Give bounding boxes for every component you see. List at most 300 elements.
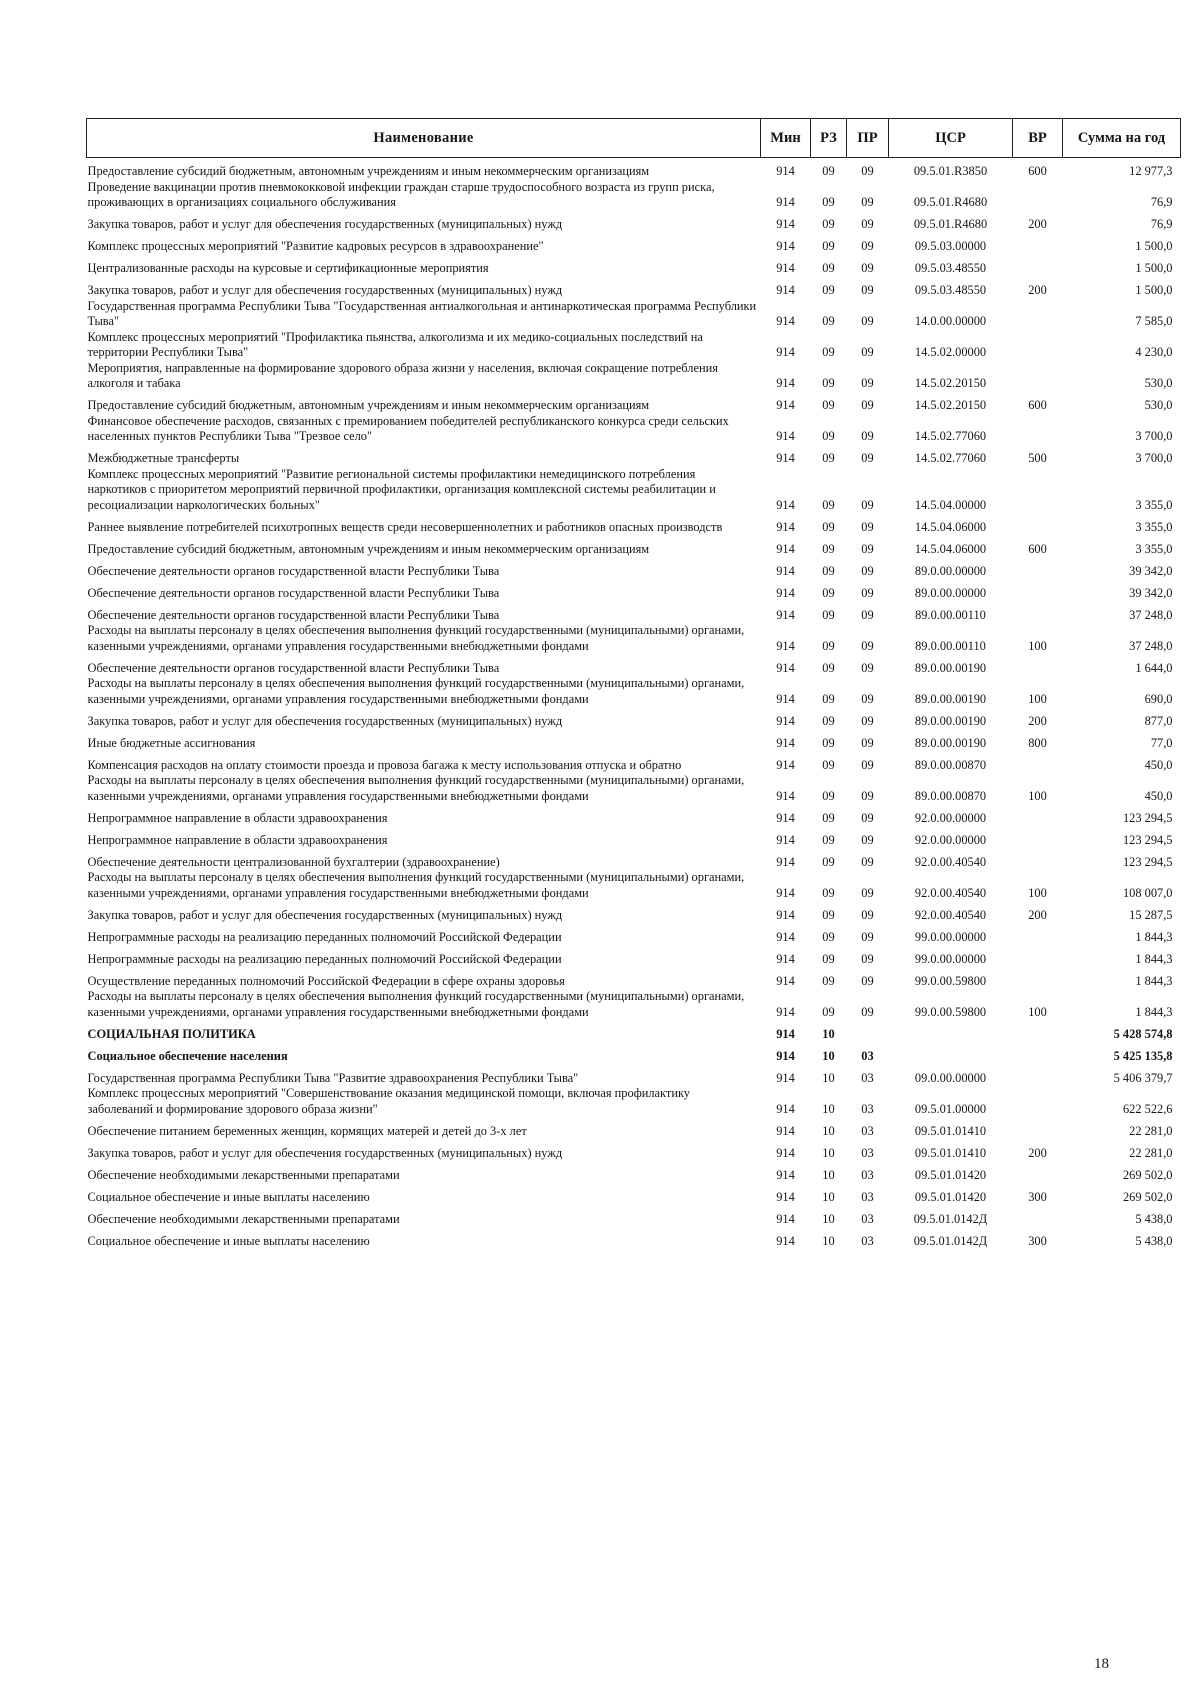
row-sum: 1 500,0 bbox=[1135, 283, 1173, 297]
row-sum: 3 355,0 bbox=[1135, 541, 1173, 556]
row-csr: 89.0.00.00870 bbox=[914, 757, 987, 772]
row-min: 914 bbox=[776, 451, 795, 465]
row-pr: 09 bbox=[861, 1004, 874, 1019]
row-csr: 14.5.04.06000 bbox=[914, 541, 987, 556]
row-vr bbox=[1013, 255, 1063, 277]
row-sum: 530,0 bbox=[1144, 376, 1173, 390]
table-row bbox=[87, 1139, 1181, 1161]
header-name: Наименование bbox=[87, 119, 761, 158]
row-csr: 89.0.00.00190 bbox=[914, 660, 987, 675]
row-vr: 100 bbox=[1028, 638, 1047, 653]
table-row bbox=[87, 870, 1181, 901]
row-vr bbox=[1013, 923, 1063, 945]
row-min: 914 bbox=[776, 239, 795, 253]
row-rz: 09 bbox=[822, 929, 835, 944]
row-name: Предоставление субсидий бюджетным, автономным учреждениям и иным некоммерческим организациям bbox=[87, 164, 650, 178]
row-vr: 500 bbox=[1028, 451, 1047, 465]
row-csr: 14.5.02.20150 bbox=[914, 376, 987, 390]
row-csr: 09.5.01.01420 bbox=[914, 1167, 987, 1182]
row-min: 914 bbox=[776, 735, 795, 750]
table-row bbox=[87, 773, 1181, 804]
row-min: 914 bbox=[776, 1211, 795, 1226]
row-name: Социальное обеспечение населения bbox=[87, 1048, 288, 1063]
row-min: 914 bbox=[776, 832, 795, 847]
row-vr bbox=[1013, 848, 1063, 870]
row-min: 914 bbox=[776, 195, 795, 209]
row-vr bbox=[1013, 804, 1063, 826]
row-csr: 89.0.00.00190 bbox=[914, 735, 987, 750]
row-name: Мероприятия, направленные на формирование здорового образа жизни у населения, включая сокращение потребления алкоголя и табака bbox=[87, 360, 718, 390]
row-pr: 09 bbox=[861, 973, 874, 988]
row-min: 914 bbox=[776, 429, 795, 443]
row-rz: 10 bbox=[822, 1233, 835, 1248]
row-min: 914 bbox=[776, 497, 795, 512]
row-min: 914 bbox=[776, 660, 795, 675]
table-row bbox=[87, 1227, 1181, 1249]
row-csr: 09.5.01.01410 bbox=[914, 1123, 987, 1138]
row-rz: 10 bbox=[822, 1145, 835, 1160]
row-pr: 09 bbox=[861, 519, 874, 534]
table-row bbox=[87, 923, 1181, 945]
row-vr bbox=[1013, 467, 1063, 514]
row-csr: 09.0.00.00000 bbox=[914, 1070, 987, 1085]
row-min: 914 bbox=[776, 164, 795, 178]
row-pr: 09 bbox=[861, 907, 874, 922]
row-pr: 09 bbox=[861, 398, 874, 412]
row-min: 914 bbox=[776, 283, 795, 297]
row-vr bbox=[1013, 299, 1063, 330]
row-name: Расходы на выплаты персоналу в целях обеспечения выполнения функций государственными (муниципальными) органами, казенными учреждениями, органами управления государственными внебюджетными фондами bbox=[87, 870, 745, 900]
row-vr bbox=[1013, 751, 1063, 773]
row-rz: 09 bbox=[822, 907, 835, 922]
row-sum: 269 502,0 bbox=[1122, 1167, 1173, 1182]
header-sum: Сумма на год bbox=[1063, 119, 1181, 158]
row-min: 914 bbox=[776, 1167, 795, 1182]
row-min: 914 bbox=[776, 810, 795, 825]
row-sum: 15 287,5 bbox=[1129, 907, 1173, 922]
row-rz: 09 bbox=[822, 563, 835, 578]
row-min: 914 bbox=[776, 585, 795, 600]
row-pr: 03 bbox=[861, 1145, 874, 1160]
row-sum: 5 438,0 bbox=[1135, 1211, 1173, 1226]
table-row bbox=[87, 945, 1181, 967]
row-pr: 03 bbox=[861, 1123, 874, 1138]
row-min: 914 bbox=[776, 217, 795, 231]
row-sum: 123 294,5 bbox=[1122, 854, 1173, 869]
row-name: СОЦИАЛЬНАЯ ПОЛИТИКА bbox=[87, 1026, 256, 1041]
row-sum: 5 428 574,8 bbox=[1113, 1026, 1173, 1041]
row-sum: 3 700,0 bbox=[1135, 429, 1173, 443]
row-vr bbox=[1013, 579, 1063, 601]
row-csr: 09.5.01.R3850 bbox=[913, 164, 988, 178]
row-name: Государственная программа Республики Тыва "Развитие здравоохранения Республики Тыва" bbox=[87, 1070, 579, 1085]
row-pr: 09 bbox=[861, 929, 874, 944]
row-vr bbox=[1013, 557, 1063, 579]
row-csr: 09.5.01.01420 bbox=[914, 1189, 987, 1204]
row-pr: 09 bbox=[861, 429, 874, 443]
row-min: 914 bbox=[776, 1101, 795, 1116]
row-min: 914 bbox=[776, 885, 795, 900]
row-pr: 09 bbox=[861, 345, 874, 359]
row-csr: 89.0.00.00000 bbox=[914, 563, 987, 578]
table-row bbox=[87, 989, 1181, 1020]
row-sum: 1 500,0 bbox=[1135, 261, 1173, 275]
row-vr bbox=[1013, 513, 1063, 535]
row-vr: 200 bbox=[1028, 1145, 1047, 1160]
table-row bbox=[87, 729, 1181, 751]
table-row bbox=[87, 233, 1181, 255]
row-sum: 1 644,0 bbox=[1135, 660, 1173, 675]
row-name: Непрограммные расходы на реализацию переданных полномочий Российской Федерации bbox=[87, 929, 562, 944]
row-pr: 03 bbox=[861, 1070, 874, 1085]
row-sum: 3 700,0 bbox=[1135, 451, 1173, 465]
row-rz: 09 bbox=[822, 314, 835, 328]
row-min: 914 bbox=[776, 1004, 795, 1019]
row-vr bbox=[1013, 1042, 1063, 1064]
row-min: 914 bbox=[776, 1123, 795, 1138]
row-pr: 03 bbox=[861, 1233, 874, 1248]
row-rz: 09 bbox=[822, 451, 835, 465]
row-csr: 09.5.01.01410 bbox=[914, 1145, 987, 1160]
row-csr: 14.5.02.20150 bbox=[914, 398, 987, 412]
row-rz: 09 bbox=[822, 832, 835, 847]
row-pr: 09 bbox=[861, 638, 874, 653]
header-vr: ВР bbox=[1013, 119, 1063, 158]
row-rz: 10 bbox=[822, 1026, 835, 1041]
row-rz: 09 bbox=[822, 713, 835, 728]
table-row bbox=[87, 1205, 1181, 1227]
row-name: Непрограммное направление в области здравоохранения bbox=[87, 810, 388, 825]
row-name: Обеспечение питанием беременных женщин, кормящих матерей и детей до 3-х лет bbox=[87, 1123, 527, 1138]
row-vr bbox=[1013, 654, 1063, 676]
table-row bbox=[87, 1183, 1181, 1205]
row-vr bbox=[1013, 1064, 1063, 1086]
row-name: Закупка товаров, работ и услуг для обеспечения государственных (муниципальных) нужд bbox=[87, 283, 563, 297]
row-vr: 100 bbox=[1028, 885, 1047, 900]
row-rz: 09 bbox=[822, 497, 835, 512]
table-row bbox=[87, 414, 1181, 445]
row-vr: 100 bbox=[1028, 1004, 1047, 1019]
row-pr: 09 bbox=[861, 261, 874, 275]
row-min: 914 bbox=[776, 541, 795, 556]
row-vr: 100 bbox=[1028, 691, 1047, 706]
row-min: 914 bbox=[776, 398, 795, 412]
row-pr: 03 bbox=[861, 1211, 874, 1226]
row-csr bbox=[889, 1042, 1013, 1064]
row-min: 914 bbox=[776, 345, 795, 359]
row-csr: 89.0.00.00110 bbox=[915, 638, 986, 653]
row-vr bbox=[1013, 1117, 1063, 1139]
table-row bbox=[87, 180, 1181, 211]
row-rz: 09 bbox=[822, 261, 835, 275]
row-sum: 530,0 bbox=[1144, 398, 1173, 412]
row-vr bbox=[1013, 1020, 1063, 1042]
row-csr: 92.0.00.40540 bbox=[914, 907, 987, 922]
table-row bbox=[87, 901, 1181, 923]
row-sum: 690,0 bbox=[1144, 691, 1173, 706]
row-pr: 09 bbox=[861, 376, 874, 390]
row-min: 914 bbox=[776, 1070, 795, 1085]
row-name: Закупка товаров, работ и услуг для обеспечения государственных (муниципальных) нужд bbox=[87, 217, 563, 231]
row-vr: 200 bbox=[1028, 283, 1047, 297]
row-pr: 09 bbox=[861, 195, 874, 209]
row-name: Обеспечение деятельности централизованной бухгалтерии (здравоохранение) bbox=[87, 854, 500, 869]
row-vr: 600 bbox=[1028, 541, 1047, 556]
row-sum: 12 977,3 bbox=[1129, 164, 1173, 178]
row-sum: 22 281,0 bbox=[1129, 1123, 1173, 1138]
row-csr: 99.0.00.59800 bbox=[914, 973, 987, 988]
row-pr: 09 bbox=[861, 885, 874, 900]
row-min: 914 bbox=[776, 1189, 795, 1204]
row-rz: 09 bbox=[822, 1004, 835, 1019]
row-rz: 09 bbox=[822, 607, 835, 622]
row-sum: 1 844,3 bbox=[1135, 951, 1173, 966]
row-csr: 89.0.00.00000 bbox=[914, 585, 987, 600]
row-min: 914 bbox=[776, 757, 795, 772]
row-pr: 09 bbox=[861, 497, 874, 512]
row-pr: 09 bbox=[861, 660, 874, 675]
row-sum: 76,9 bbox=[1150, 217, 1173, 231]
row-vr: 600 bbox=[1028, 164, 1047, 178]
header-csr: ЦСР bbox=[889, 119, 1013, 158]
row-rz: 09 bbox=[822, 283, 835, 297]
row-vr bbox=[1013, 1161, 1063, 1183]
row-name: Обеспечение деятельности органов государственной власти Республики Тыва bbox=[87, 607, 500, 622]
row-pr: 09 bbox=[861, 735, 874, 750]
row-sum: 1 844,3 bbox=[1135, 1004, 1173, 1019]
row-vr bbox=[1013, 601, 1063, 623]
table-row bbox=[87, 299, 1181, 330]
row-rz: 09 bbox=[822, 376, 835, 390]
budget-table-container bbox=[86, 118, 1180, 1249]
row-sum: 622 522,6 bbox=[1122, 1101, 1173, 1116]
table-row bbox=[87, 579, 1181, 601]
row-csr: 14.5.04.06000 bbox=[914, 519, 987, 534]
row-pr: 09 bbox=[861, 788, 874, 803]
row-pr: 09 bbox=[861, 607, 874, 622]
row-pr: 09 bbox=[861, 951, 874, 966]
row-name: Комплекс процессных мероприятий "Совершенствование оказания медицинской помощи, включая профилактику заболеваний и формирование здорового образа жизни" bbox=[87, 1086, 690, 1116]
row-rz: 09 bbox=[822, 195, 835, 209]
table-row bbox=[87, 467, 1181, 514]
row-rz: 10 bbox=[822, 1211, 835, 1226]
row-pr: 09 bbox=[861, 757, 874, 772]
row-vr bbox=[1013, 180, 1063, 211]
row-csr: 09.5.01.00000 bbox=[914, 1101, 987, 1116]
row-min: 914 bbox=[776, 261, 795, 275]
row-name: Закупка товаров, работ и услуг для обеспечения государственных (муниципальных) нужд bbox=[87, 1145, 563, 1160]
row-rz: 09 bbox=[822, 638, 835, 653]
row-rz: 09 bbox=[822, 854, 835, 869]
budget-table bbox=[86, 118, 1181, 1249]
row-pr: 09 bbox=[861, 713, 874, 728]
row-sum: 22 281,0 bbox=[1129, 1145, 1173, 1160]
row-name: Предоставление субсидий бюджетным, автономным учреждениям и иным некоммерческим организациям bbox=[87, 398, 650, 412]
row-csr: 92.0.00.00000 bbox=[914, 832, 987, 847]
row-sum: 5 425 135,8 bbox=[1113, 1048, 1173, 1063]
row-name: Социальное обеспечение и иные выплаты населению bbox=[87, 1189, 370, 1204]
row-sum: 39 342,0 bbox=[1129, 563, 1173, 578]
table-row bbox=[87, 255, 1181, 277]
row-pr: 03 bbox=[861, 1048, 874, 1063]
table-row bbox=[87, 751, 1181, 773]
table-row bbox=[87, 1086, 1181, 1117]
row-rz: 09 bbox=[822, 239, 835, 253]
row-vr: 200 bbox=[1028, 217, 1047, 231]
row-vr: 100 bbox=[1028, 788, 1047, 803]
row-vr: 300 bbox=[1028, 1233, 1047, 1248]
row-rz: 09 bbox=[822, 429, 835, 443]
row-name: Социальное обеспечение и иные выплаты населению bbox=[87, 1233, 370, 1248]
row-min: 914 bbox=[776, 1233, 795, 1248]
row-vr: 300 bbox=[1028, 1189, 1047, 1204]
row-pr: 03 bbox=[861, 1101, 874, 1116]
row-pr: 09 bbox=[861, 541, 874, 556]
row-csr: 14.5.02.77060 bbox=[914, 429, 987, 443]
row-name: Закупка товаров, работ и услуг для обеспечения государственных (муниципальных) нужд bbox=[87, 713, 563, 728]
row-sum: 5 406 379,7 bbox=[1113, 1070, 1173, 1085]
row-rz: 10 bbox=[822, 1189, 835, 1204]
row-rz: 09 bbox=[822, 735, 835, 750]
row-vr bbox=[1013, 1205, 1063, 1227]
row-sum: 5 438,0 bbox=[1135, 1233, 1173, 1248]
row-rz: 09 bbox=[822, 585, 835, 600]
row-csr: 99.0.00.00000 bbox=[914, 951, 987, 966]
row-csr: 09.5.03.00000 bbox=[914, 239, 987, 253]
row-rz: 09 bbox=[822, 810, 835, 825]
row-rz: 09 bbox=[822, 164, 835, 178]
row-sum: 269 502,0 bbox=[1122, 1189, 1173, 1204]
header-min: Мин bbox=[761, 119, 811, 158]
row-name: Раннее выявление потребителей психотропных веществ среди несовершеннолетних и работников опасных производств bbox=[87, 519, 723, 534]
row-pr: 09 bbox=[861, 563, 874, 578]
row-pr: 09 bbox=[861, 314, 874, 328]
table-row bbox=[87, 535, 1181, 557]
row-min: 914 bbox=[776, 907, 795, 922]
row-vr bbox=[1013, 945, 1063, 967]
page-number: 18 bbox=[1094, 1656, 1109, 1672]
row-name: Предоставление субсидий бюджетным, автономным учреждениям и иным некоммерческим организациям bbox=[87, 541, 650, 556]
row-csr: 92.0.00.40540 bbox=[914, 854, 987, 869]
row-vr: 200 bbox=[1028, 907, 1047, 922]
table-header bbox=[87, 119, 1181, 158]
row-name: Расходы на выплаты персоналу в целях обеспечения выполнения функций государственными (муниципальными) органами, казенными учреждениями, органами управления государственными внебюджетными фондами bbox=[87, 623, 745, 653]
row-sum: 450,0 bbox=[1144, 757, 1173, 772]
row-name: Непрограммные расходы на реализацию переданных полномочий Российской Федерации bbox=[87, 951, 562, 966]
row-name: Закупка товаров, работ и услуг для обеспечения государственных (муниципальных) нужд bbox=[87, 907, 563, 922]
table-row bbox=[87, 1064, 1181, 1086]
row-name: Проведение вакцинации против пневмококковой инфекции граждан старше трудоспособного возраста из групп риска, проживающих в организациях социального обслуживания bbox=[87, 179, 715, 209]
row-rz: 10 bbox=[822, 1070, 835, 1085]
row-sum: 39 342,0 bbox=[1129, 585, 1173, 600]
row-min: 914 bbox=[776, 607, 795, 622]
row-pr: 03 bbox=[861, 1189, 874, 1204]
row-pr: 09 bbox=[861, 854, 874, 869]
row-name: Межбюджетные трансферты bbox=[87, 451, 240, 465]
table-row bbox=[87, 654, 1181, 676]
row-sum: 123 294,5 bbox=[1122, 832, 1173, 847]
row-pr bbox=[847, 1020, 889, 1042]
row-sum: 3 355,0 bbox=[1135, 519, 1173, 534]
row-sum: 76,9 bbox=[1150, 195, 1173, 209]
row-rz: 10 bbox=[822, 1048, 835, 1063]
row-sum: 37 248,0 bbox=[1129, 607, 1173, 622]
row-rz: 09 bbox=[822, 519, 835, 534]
row-rz: 10 bbox=[822, 1101, 835, 1116]
row-pr: 09 bbox=[861, 451, 874, 465]
row-min: 914 bbox=[776, 973, 795, 988]
row-rz: 09 bbox=[822, 951, 835, 966]
row-vr bbox=[1013, 233, 1063, 255]
table-row bbox=[87, 676, 1181, 707]
table-row bbox=[87, 1161, 1181, 1183]
row-name: Комплекс процессных мероприятий "Профилактика пьянства, алкоголизма и их медико-социальных последствий на территории Республики Тыва" bbox=[87, 329, 703, 359]
row-min: 914 bbox=[776, 1145, 795, 1160]
row-min: 914 bbox=[776, 929, 795, 944]
row-pr: 03 bbox=[861, 1167, 874, 1182]
row-min: 914 bbox=[776, 1048, 795, 1063]
row-rz: 09 bbox=[822, 691, 835, 706]
table-row bbox=[87, 848, 1181, 870]
row-csr: 09.5.03.48550 bbox=[914, 283, 987, 297]
row-sum: 1 500,0 bbox=[1135, 239, 1173, 253]
row-csr: 09.5.01.R4680 bbox=[913, 195, 988, 209]
row-sum: 37 248,0 bbox=[1129, 638, 1173, 653]
row-min: 914 bbox=[776, 638, 795, 653]
row-csr: 99.0.00.59800 bbox=[914, 1004, 987, 1019]
row-csr: 14.5.02.00000 bbox=[914, 345, 987, 359]
row-csr: 09.5.03.48550 bbox=[914, 261, 987, 275]
row-name: Расходы на выплаты персоналу в целях обеспечения выполнения функций государственными (муниципальными) органами, казенными учреждениями, органами управления государственными внебюджетными фондами bbox=[87, 773, 745, 803]
row-csr: 89.0.00.00190 bbox=[914, 713, 987, 728]
row-rz: 09 bbox=[822, 788, 835, 803]
table-row bbox=[87, 445, 1181, 467]
row-sum: 4 230,0 bbox=[1135, 345, 1173, 359]
row-name: Непрограммное направление в области здравоохранения bbox=[87, 832, 388, 847]
row-sum: 108 007,0 bbox=[1122, 885, 1173, 900]
row-pr: 09 bbox=[861, 239, 874, 253]
row-vr bbox=[1013, 1086, 1063, 1117]
row-csr: 14.0.00.00000 bbox=[914, 314, 987, 328]
row-rz: 09 bbox=[822, 217, 835, 231]
header-rz: РЗ bbox=[811, 119, 847, 158]
row-pr: 09 bbox=[861, 164, 874, 178]
table-row bbox=[87, 211, 1181, 233]
row-sum: 1 844,3 bbox=[1135, 973, 1173, 988]
row-rz: 09 bbox=[822, 541, 835, 556]
table-row bbox=[87, 277, 1181, 299]
row-min: 914 bbox=[776, 563, 795, 578]
row-pr: 09 bbox=[861, 217, 874, 231]
row-vr bbox=[1013, 330, 1063, 361]
row-vr bbox=[1013, 414, 1063, 445]
row-csr: 09.5.01.R4680 bbox=[913, 217, 988, 231]
table-row bbox=[87, 158, 1181, 180]
row-name: Комплекс процессных мероприятий "Развитие кадровых ресурсов в здравоохранение" bbox=[87, 239, 544, 253]
row-min: 914 bbox=[776, 951, 795, 966]
row-rz: 09 bbox=[822, 660, 835, 675]
row-pr: 09 bbox=[861, 832, 874, 847]
row-sum: 1 844,3 bbox=[1135, 929, 1173, 944]
table-row bbox=[87, 804, 1181, 826]
row-name: Обеспечение деятельности органов государственной власти Республики Тыва bbox=[87, 585, 500, 600]
row-pr: 09 bbox=[861, 810, 874, 825]
row-rz: 09 bbox=[822, 885, 835, 900]
row-csr: 92.0.00.40540 bbox=[914, 885, 987, 900]
row-vr: 600 bbox=[1028, 398, 1047, 412]
row-csr: 09.5.01.0142Д bbox=[913, 1211, 988, 1226]
table-row bbox=[87, 623, 1181, 654]
